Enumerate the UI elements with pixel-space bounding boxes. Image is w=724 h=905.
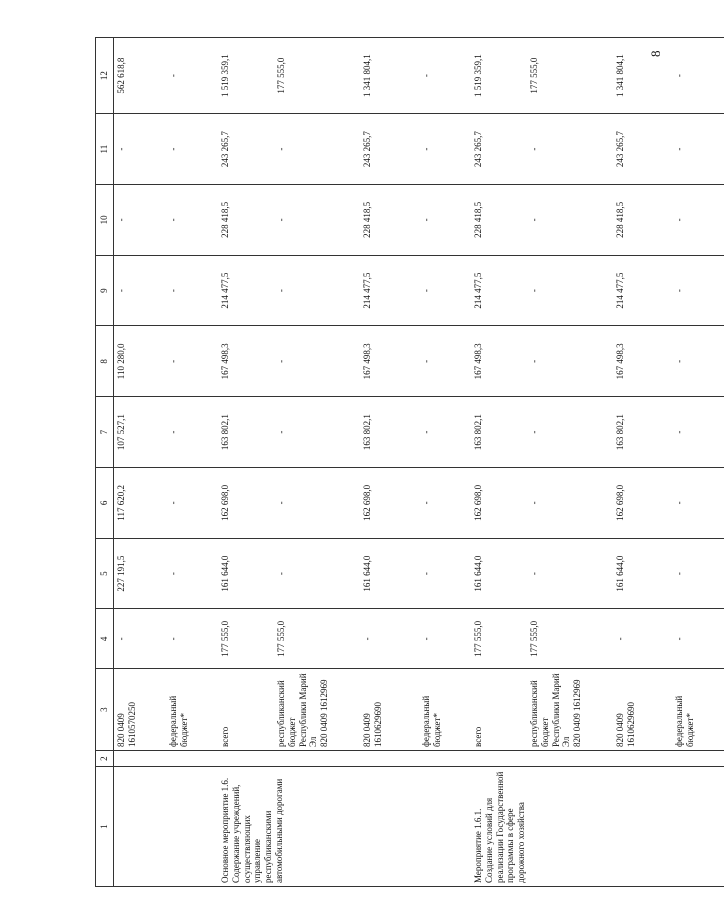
table-row (471, 38, 527, 887)
value-cell: 243 265,7 (613, 114, 672, 185)
value-cell: 214 477,5 (218, 255, 274, 326)
value-cell: - (166, 326, 218, 397)
value-cell: - (672, 467, 724, 538)
value-cell: 167 498,3 (613, 326, 672, 397)
value-cell: 227 191,5 (114, 538, 167, 609)
value-cell: 162 698,0 (360, 467, 419, 538)
row-label: Мероприятие 1.6.1. Создание условий для реализации Государственной программы в сфере дорожного хозяйства (471, 767, 724, 887)
rotated-table-wrapper (95, 37, 695, 887)
value-cell: - (527, 184, 613, 255)
value-cell: - (274, 255, 360, 326)
value-cell: 167 498,3 (360, 326, 419, 397)
value-cell: 1 341 804,1 (360, 38, 419, 114)
page-number: 8 (648, 50, 663, 57)
value-cell: 163 802,1 (360, 397, 419, 468)
value-cell: 161 644,0 (360, 538, 419, 609)
value-cell: - (274, 397, 360, 468)
value-cell: - (419, 326, 471, 397)
value-cell: 228 418,5 (471, 184, 527, 255)
value-cell: - (419, 609, 471, 669)
header-cell: 12 (96, 38, 114, 114)
value-cell: - (274, 114, 360, 185)
value-cell: 162 698,0 (613, 467, 672, 538)
header-cell: 9 (96, 255, 114, 326)
value-cell: 177 555,0 (527, 609, 613, 669)
source-cell: республиканский бюджет Республики Марий Эл 820 0409 1612969 (274, 669, 360, 751)
value-cell: - (166, 397, 218, 468)
value-cell: 167 498,3 (218, 326, 274, 397)
value-cell: - (274, 184, 360, 255)
value-cell: 110 280,0 (114, 326, 167, 397)
source-cell: всего (471, 669, 527, 751)
source-cell: 820 0409 1610629690 (613, 669, 672, 751)
value-cell: 162 698,0 (218, 467, 274, 538)
value-cell: 1 519 359,1 (218, 38, 274, 114)
value-cell: 161 644,0 (613, 538, 672, 609)
header-cell: 2 (96, 750, 114, 766)
row-label: Основное мероприятие 1.6. Содержание учреждений, осуществляющих управление республиканскими автомобильными дорогами (218, 767, 471, 887)
value-cell: - (419, 114, 471, 185)
value-cell: - (527, 326, 613, 397)
header-cell: 4 (96, 609, 114, 669)
value-cell: - (672, 114, 724, 185)
value-cell: 243 265,7 (360, 114, 419, 185)
value-cell: - (672, 397, 724, 468)
value-cell: - (672, 38, 724, 114)
value-cell: - (166, 609, 218, 669)
value-cell: - (419, 38, 471, 114)
value-cell: - (527, 255, 613, 326)
source-cell: 820 0409 1610629690 (360, 669, 419, 751)
source-cell: федеральный бюджет* (419, 669, 471, 751)
value-cell: 163 802,1 (218, 397, 274, 468)
value-cell: - (166, 255, 218, 326)
value-cell: 163 802,1 (613, 397, 672, 468)
value-cell: 228 418,5 (218, 184, 274, 255)
value-cell: - (527, 467, 613, 538)
value-cell: 162 698,0 (471, 467, 527, 538)
source-cell: федеральный бюджет* (672, 669, 724, 751)
table-row (114, 38, 167, 887)
header-cell: 8 (96, 326, 114, 397)
value-cell: - (166, 538, 218, 609)
header-cell: 10 (96, 184, 114, 255)
value-cell: - (114, 184, 167, 255)
value-cell: - (672, 538, 724, 609)
value-cell: - (166, 114, 218, 185)
value-cell: 228 418,5 (613, 184, 672, 255)
empty-cell (218, 750, 471, 766)
value-cell: - (419, 467, 471, 538)
table-row (218, 38, 274, 887)
empty-cell (471, 750, 724, 766)
empty-cell (114, 750, 167, 766)
value-cell: - (166, 38, 218, 114)
value-cell: 161 644,0 (471, 538, 527, 609)
row-label (166, 767, 218, 887)
value-cell: 117 620,2 (114, 467, 167, 538)
value-cell: - (166, 467, 218, 538)
table-row (166, 38, 218, 887)
empty-cell (166, 750, 218, 766)
value-cell: 228 418,5 (360, 184, 419, 255)
value-cell: - (274, 467, 360, 538)
value-cell: - (672, 609, 724, 669)
value-cell: - (672, 184, 724, 255)
header-row (96, 38, 114, 887)
header-cell: 6 (96, 467, 114, 538)
value-cell: - (613, 609, 672, 669)
value-cell: - (114, 114, 167, 185)
value-cell: - (274, 538, 360, 609)
value-cell: 214 477,5 (471, 255, 527, 326)
header-cell: 3 (96, 669, 114, 751)
header-cell: 11 (96, 114, 114, 185)
header-cell: 1 (96, 767, 114, 887)
value-cell: 214 477,5 (613, 255, 672, 326)
value-cell: - (419, 255, 471, 326)
budget-table (95, 37, 724, 887)
value-cell: 177 555,0 (527, 38, 613, 114)
value-cell: - (527, 114, 613, 185)
value-cell: 562 618,8 (114, 38, 167, 114)
source-cell: республиканский бюджет Республики Марий Эл 820 0409 1612969 (527, 669, 613, 751)
value-cell: 177 555,0 (274, 38, 360, 114)
value-cell: 177 555,0 (218, 609, 274, 669)
value-cell: 214 477,5 (360, 255, 419, 326)
value-cell: - (360, 609, 419, 669)
value-cell: - (274, 326, 360, 397)
value-cell: - (419, 397, 471, 468)
value-cell: 1 519 359,1 (471, 38, 527, 114)
value-cell: 177 555,0 (274, 609, 360, 669)
value-cell: - (166, 184, 218, 255)
value-cell: 161 644,0 (218, 538, 274, 609)
source-cell: всего (218, 669, 274, 751)
value-cell: 177 555,0 (471, 609, 527, 669)
value-cell: 163 802,1 (471, 397, 527, 468)
value-cell: - (114, 609, 167, 669)
source-cell: 820 0409 1610570250 (114, 669, 167, 751)
value-cell: - (114, 255, 167, 326)
value-cell: 243 265,7 (218, 114, 274, 185)
row-label (114, 767, 167, 887)
header-cell: 5 (96, 538, 114, 609)
value-cell: - (527, 538, 613, 609)
header-cell: 7 (96, 397, 114, 468)
value-cell: - (527, 397, 613, 468)
value-cell: 243 265,7 (471, 114, 527, 185)
value-cell: - (672, 255, 724, 326)
value-cell: - (419, 538, 471, 609)
value-cell: 1 341 804,1 (613, 38, 672, 114)
value-cell: - (672, 326, 724, 397)
value-cell: 167 498,3 (471, 326, 527, 397)
value-cell: 107 527,1 (114, 397, 167, 468)
value-cell: - (419, 184, 471, 255)
source-cell: федеральный бюджет* (166, 669, 218, 751)
